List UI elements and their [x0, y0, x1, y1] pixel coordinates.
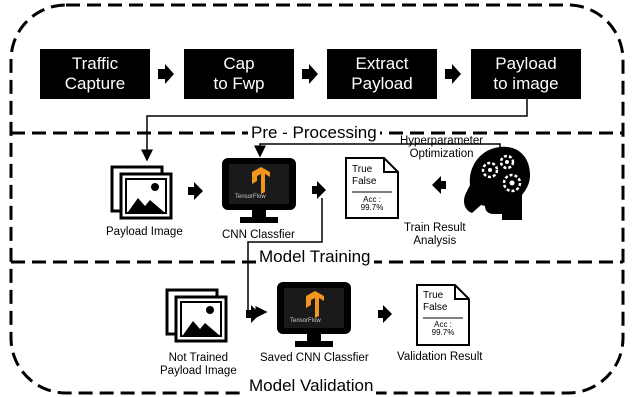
saved-cnn-monitor-icon — [277, 282, 351, 347]
arrow-icon-to-cnn — [188, 182, 203, 200]
section-title-validation: Model Validation — [246, 377, 376, 395]
label-payload-image: Payload Image — [106, 226, 183, 238]
step-label-cap-to-fwp: Cap to Fwp — [213, 54, 265, 93]
section-title-preprocessing: Pre - Processing — [248, 124, 380, 142]
label-train-result-analysis: Train Result Analysis — [404, 222, 466, 247]
section-title-training: Model Training — [256, 248, 374, 266]
validation-doc-accuracy: Acc : 99.7% — [431, 320, 455, 338]
arrow-icon-step1 — [158, 64, 174, 84]
saved-tensorflow-wordmark: TensorFlow — [290, 318, 321, 324]
step-label-payload-to-image: Payload to image — [493, 54, 559, 93]
step-label-traffic-capture: Traffic Capture — [64, 54, 126, 93]
payload-image-icon — [112, 167, 171, 218]
train-doc-line1: True — [352, 164, 373, 175]
not-trained-payload-image-icon — [167, 290, 226, 341]
label-saved-cnn-classifier: Saved CNN Classfier — [260, 352, 369, 364]
arrow-icon-cnn-to-result — [312, 181, 326, 199]
tensorflow-wordmark: TensorFlow — [235, 194, 266, 200]
arrow-icon-step2 — [302, 64, 318, 84]
arrow-icon-step3 — [445, 64, 461, 84]
train-doc-accuracy: Acc : 99.7% — [360, 195, 384, 213]
label-cnn-classifier: CNN Classfier — [222, 229, 295, 241]
train-doc-line2: False — [352, 176, 377, 187]
label-validation-result: Validation Result — [397, 351, 483, 363]
step-label-extract-payload: Extract Payload — [351, 54, 413, 93]
validation-doc-line1: True — [423, 290, 444, 301]
label-hyperparameter: Hyperparameter Optimization — [400, 135, 484, 160]
validation-doc-line2: False — [423, 302, 448, 313]
label-not-trained-payload-image: Not Trained Payload Image — [160, 352, 237, 377]
arrow-icon-brain-to-result — [432, 176, 446, 194]
cnn-monitor-icon — [222, 158, 296, 223]
arrow-icon-to-validation-result — [378, 305, 392, 323]
